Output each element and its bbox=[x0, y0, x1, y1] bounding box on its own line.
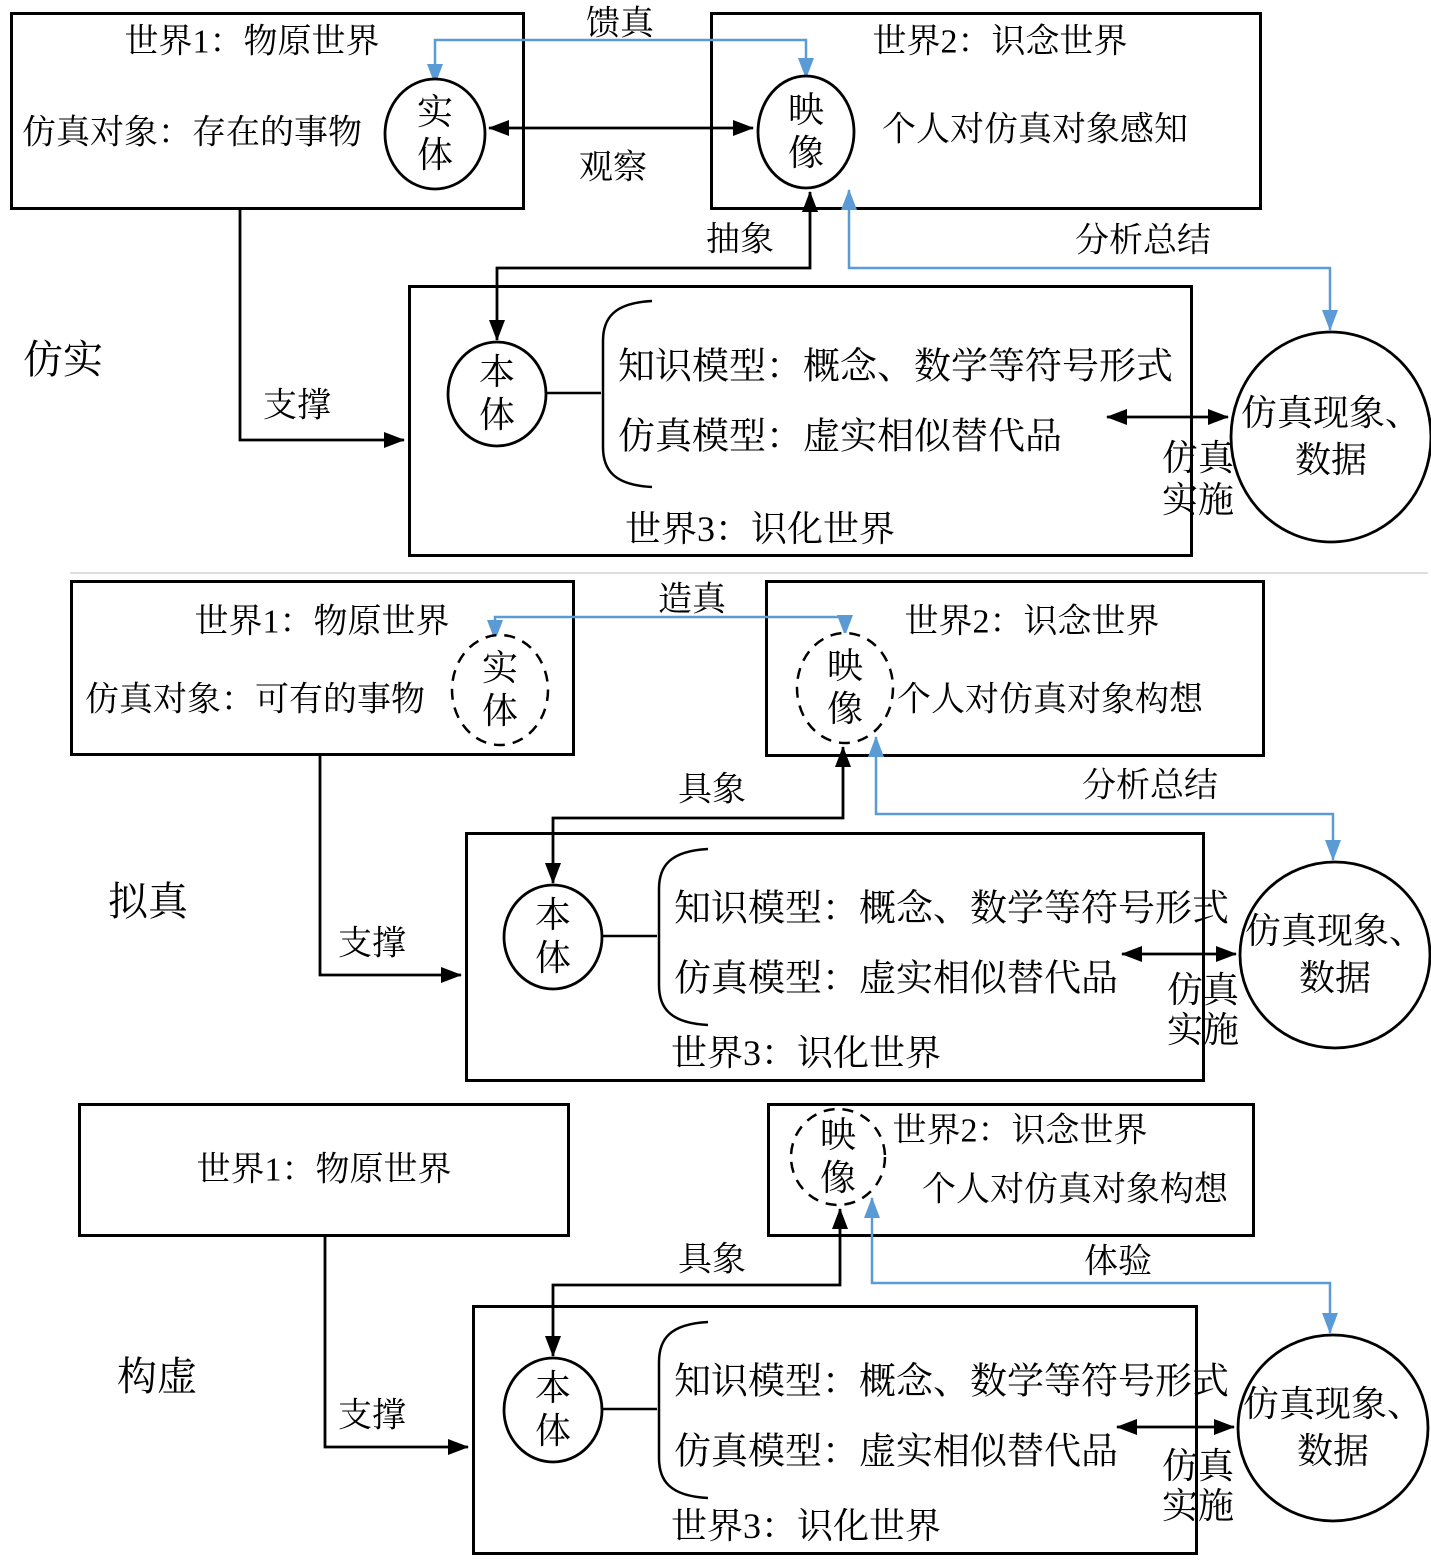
s1-result-line-2: 数据 bbox=[1294, 440, 1368, 481]
s1-analyze-label: 分析总结 bbox=[1075, 222, 1211, 260]
s1-result-line-1: 仿真现象、 bbox=[1240, 393, 1422, 434]
s1-world3-title: 世界3：识化世界 bbox=[624, 509, 896, 550]
s2-implement-label-2: 实施 bbox=[1166, 1010, 1240, 1051]
s1-abstract-label: 抽象 bbox=[706, 221, 774, 259]
s3-implement-label-1: 仿真 bbox=[1161, 1446, 1235, 1487]
s2-implement-label-1: 仿真 bbox=[1166, 970, 1240, 1011]
s2-create-arrow bbox=[495, 617, 845, 640]
s3-implement-label-2: 实施 bbox=[1161, 1486, 1235, 1527]
s2-section-label: 拟真 bbox=[108, 879, 188, 924]
s2-concrete-arrow bbox=[553, 747, 843, 883]
s2-result-circle bbox=[1240, 862, 1430, 1048]
s3-concrete-arrow bbox=[553, 1209, 840, 1356]
s3-result-circle bbox=[1238, 1335, 1428, 1521]
s2-entity-label: 实体 bbox=[481, 647, 518, 731]
s2-world1-title: 世界1：物原世界 bbox=[194, 603, 450, 641]
s1-entity-label: 实体 bbox=[416, 91, 453, 175]
s1-model-line: 仿真模型：虚实相似替代品 bbox=[618, 416, 1062, 458]
s1-observe-label: 观察 bbox=[579, 149, 647, 187]
s1-analyze-arrow bbox=[849, 190, 1330, 330]
s3-world2-title: 世界2：识念世界 bbox=[892, 1112, 1148, 1150]
s1-model-brace bbox=[603, 301, 652, 487]
s1-result-circle bbox=[1231, 332, 1431, 542]
s3-result-line-1: 仿真现象、 bbox=[1242, 1384, 1424, 1425]
s3-result-line-2: 数据 bbox=[1296, 1431, 1370, 1472]
s2-result-line-1: 仿真现象、 bbox=[1244, 911, 1426, 952]
s1-feedback-label: 馈真 bbox=[586, 5, 654, 43]
s1-feedback-arrow bbox=[435, 40, 806, 84]
s2-world3-title: 世界3：识化世界 bbox=[670, 1033, 942, 1074]
s1-knowledge-line: 知识模型：概念、数学等符号形式 bbox=[618, 346, 1173, 388]
s2-support-label: 支撑 bbox=[338, 925, 406, 963]
s2-result-line-2: 数据 bbox=[1298, 958, 1372, 999]
s3-image-label: 映像 bbox=[819, 1114, 856, 1198]
s3-experience-label: 体验 bbox=[1084, 1243, 1152, 1281]
s1-world1-title: 世界1：物原世界 bbox=[124, 23, 380, 61]
s1-world2-mind: 个人对仿真对象感知 bbox=[882, 111, 1188, 149]
s2-concrete-label: 具象 bbox=[678, 771, 746, 809]
s3-ontology-label: 本体 bbox=[534, 1367, 571, 1451]
s2-image-label: 映像 bbox=[826, 645, 863, 729]
s2-analyze-label: 分析总结 bbox=[1082, 767, 1218, 805]
s3-concrete-label: 具象 bbox=[678, 1241, 746, 1279]
s1-world1-object: 仿真对象：存在的事物 bbox=[22, 114, 362, 152]
s3-support-label: 支撑 bbox=[338, 1397, 406, 1435]
s3-world1-title: 世界1：物原世界 bbox=[196, 1151, 452, 1189]
s1-abstract-arrow bbox=[497, 192, 810, 340]
s2-create-label: 造真 bbox=[658, 581, 726, 619]
s2-world1-object: 仿真对象：可有的事物 bbox=[85, 681, 425, 719]
s1-support-label: 支撑 bbox=[263, 387, 331, 425]
s2-knowledge-line: 知识模型：概念、数学等符号形式 bbox=[674, 888, 1229, 930]
s1-implement-label-2: 实施 bbox=[1161, 480, 1235, 521]
s3-knowledge-line: 知识模型：概念、数学等符号形式 bbox=[674, 1361, 1229, 1403]
s1-image-label: 映像 bbox=[787, 89, 824, 173]
s2-model-line: 仿真模型：虚实相似替代品 bbox=[674, 958, 1118, 1000]
s3-world3-title: 世界3：识化世界 bbox=[670, 1506, 942, 1547]
s2-ontology-label: 本体 bbox=[534, 894, 571, 978]
s1-ontology-label: 本体 bbox=[478, 351, 515, 435]
s1-implement-label-1: 仿真 bbox=[1161, 438, 1235, 479]
s2-world2-title: 世界2：识念世界 bbox=[904, 603, 1160, 641]
s1-world2-title: 世界2：识念世界 bbox=[872, 23, 1128, 61]
s3-section-label: 构虚 bbox=[117, 1354, 197, 1399]
s3-model-line: 仿真模型：虚实相似替代品 bbox=[674, 1431, 1118, 1473]
s3-world2-mind: 个人对仿真对象构想 bbox=[922, 1171, 1228, 1209]
s2-world2-mind: 个人对仿真对象构想 bbox=[897, 681, 1203, 719]
s1-section-label: 仿实 bbox=[23, 337, 103, 382]
